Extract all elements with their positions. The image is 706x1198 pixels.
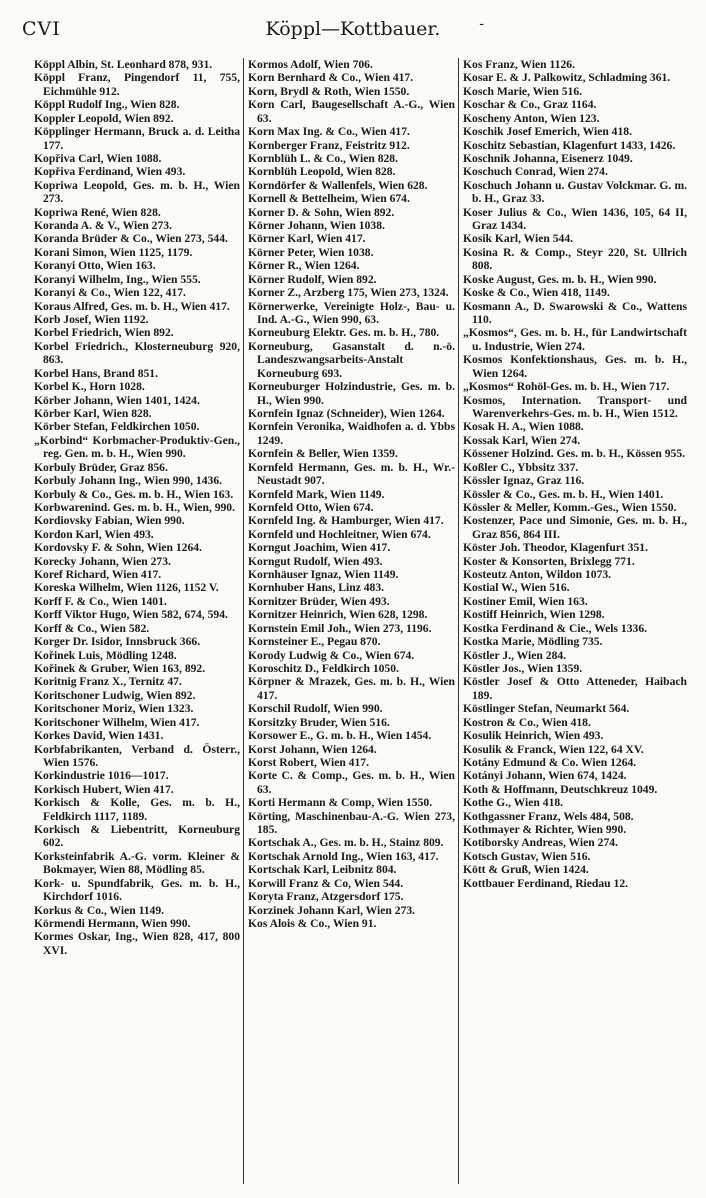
directory-entry: Kossak Karl, Wien 274. [463, 433, 581, 447]
directory-entry: Koscheny Anton, Wien 123. [463, 111, 600, 125]
directory-entry: Köstler Josef & Otto Atteneder, Haibach 189. [463, 675, 687, 702]
directory-entry: Koranda A. & V., Wien 273. [34, 219, 172, 233]
column-2 [248, 58, 455, 1184]
directory-entry: Koreska Wilhelm, Wien 1126, 1152 V. [34, 581, 219, 595]
directory-entry: Kössener Holzind. Ges. m. b. H., Kössen 955. [463, 447, 686, 461]
directory-entry: Körner Johann, Wien 1038. [248, 219, 385, 233]
directory-entry: Korger Dr. Isidor, Innsbruck 366. [34, 635, 201, 649]
directory-entry: Korn Carl, Baugesellschaft A.-G., Wien 63. [248, 98, 455, 125]
directory-entry: Korndörfer & Wallenfels, Wien 628. [248, 178, 428, 192]
directory-entry: Korneuburger Holzindustrie, Ges. m. b. H., Wien 990. [248, 380, 455, 407]
directory-entry: Koschar & Co., Graz 1164. [463, 98, 597, 112]
directory-entry: Korff Viktor Hugo, Wien 582, 674, 594. [34, 608, 228, 622]
directory-entry: Köster Joh. Theodor, Klagenfurt 351. [463, 541, 648, 555]
columns-area [34, 58, 696, 1188]
directory-entry: Korte C. & Comp., Ges. m. b. H., Wien 63. [248, 769, 455, 796]
header-mark: - [479, 16, 484, 32]
directory-entry: Koschuch Conrad, Wien 274. [463, 165, 608, 179]
directory-entry: Körpner & Mrazek, Ges. m. b. H., Wien 417. [248, 675, 455, 702]
directory-entry: Koppler Leopold, Wien 892. [34, 111, 174, 125]
directory-entry: Kornhuber Hans, Linz 483. [248, 581, 385, 595]
directory-entry: Korschil Rudolf, Wien 990. [248, 702, 383, 716]
directory-entry: Köppl Franz, Pingendorf 11, 755, Eichmühle 912. [34, 71, 240, 98]
directory-entry: Kostiff Heinrich, Wien 1298. [463, 608, 605, 622]
directory-entry: Körber Johann, Wien 1401, 1424. [34, 393, 200, 407]
directory-entry: Korkus & Co., Wien 1149. [34, 903, 165, 917]
directory-entry: Köpplinger Hermann, Bruck a. d. Leitha 177. [34, 125, 240, 152]
directory-entry: Körner R., Wien 1264. [248, 259, 360, 273]
directory-entry: Kössler & Meller, Komm.-Ges., Wien 1550. [463, 500, 677, 514]
directory-entry: Kornfeld Hermann, Ges. m. b. H., Wr.-Neustadt 907. [248, 460, 455, 488]
directory-entry: Kotsch Gustav, Wien 516. [463, 849, 591, 863]
directory-entry: Korody Ludwig & Co., Wien 674. [248, 648, 415, 662]
directory-entry: Korecky Johann, Wien 273. [34, 554, 171, 568]
column-1 [34, 58, 240, 1184]
directory-entry: Körner Peter, Wien 1038. [248, 245, 374, 259]
directory-entry: Kopřiva Ferdinand, Wien 493. [34, 165, 186, 179]
directory-entry: Korani Simon, Wien 1125, 1179. [34, 245, 193, 259]
directory-entry: Kössler & Co., Ges. m. b. H., Wien 1401. [463, 487, 664, 501]
directory-entry: Kornfein Ignaz (Schneider), Wien 1264. [248, 406, 445, 420]
directory-entry: Kordiovsky Fabian, Wien 990. [34, 514, 185, 528]
directory-entry: Köstler J., Wien 284. [463, 648, 567, 662]
directory-entry: Korbuly & Co., Ges. m. b. H., Wien 163. [34, 487, 234, 501]
directory-entry: Kotány Edmund & Co. Wien 1264. [463, 755, 637, 769]
directory-entry: Kortschak A., Ges. m. b. H., Stainz 809. [248, 836, 444, 850]
directory-entry: Kornfein Veronika, Waidhofen a. d. Ybbs 1249. [248, 420, 455, 447]
directory-entry: Korbuly Brüder, Graz 856. [34, 460, 168, 474]
directory-entry: Körber Stefan, Feldkirchen 1050. [34, 420, 200, 434]
directory-entry: Koritnig Franz X., Ternitz 47. [34, 675, 182, 689]
directory-entry: Kordon Karl, Wien 493. [34, 527, 154, 541]
directory-entry: Koranyi & Co., Wien 122, 417. [34, 286, 186, 300]
directory-entry: Kordovsky F. & Sohn, Wien 1264. [34, 541, 202, 555]
directory-entry: Körber Karl, Wien 828. [34, 406, 152, 420]
directory-entry: Kosmann A., D. Swarowski & Co., Wattens 110. [463, 299, 687, 327]
directory-entry: Kopriwa Leopold, Ges. m. b. H., Wien 273. [34, 178, 240, 206]
directory-entry: Kornstein Emil Joh., Wien 273, 1196. [248, 621, 432, 635]
directory-entry: Koschnik Johanna, Eisenerz 1049. [463, 151, 633, 165]
directory-entry: Korbel Friedrich, Wien 892. [34, 326, 174, 340]
directory-entry: Korbel K., Horn 1028. [34, 380, 145, 394]
directory-entry: Kostial W., Wien 516. [463, 581, 570, 595]
directory-entry: Kork- u. Spundfabrik, Ges. m. b. H., Kirchdorf 1016. [34, 876, 240, 904]
directory-entry: Kornsteiner E., Pegau 870. [248, 635, 381, 649]
directory-entry: Kosteutz Anton, Wildon 1073. [463, 568, 612, 582]
directory-entry: Korbel Friedrich., Klosterneuburg 920, 863. [34, 339, 240, 367]
directory-entry: Kött & Gruß, Wien 1424. [463, 863, 589, 877]
directory-entry: Korsitzky Bruder, Wien 516. [248, 715, 390, 729]
directory-entry: Kornfeld und Hochleitner, Wien 674. [248, 527, 431, 541]
directory-entry: Korngut Joachim, Wien 417. [248, 541, 391, 555]
directory-entry: Koranyi Otto, Wien 163. [34, 259, 156, 273]
directory-entry: Köppl Albin, St. Leonhard 878, 931. [34, 58, 213, 71]
directory-entry: Kornblüh Leopold, Wien 828. [248, 165, 396, 179]
directory-entry: Kosulik & Franck, Wien 122, 64 XV. [463, 742, 644, 756]
directory-entry: Koritschoner Moriz, Wien 1323. [34, 702, 194, 716]
directory-entry: Korkisch & Kolle, Ges. m. b. H., Feldkirch 1117, 1189. [34, 796, 240, 823]
directory-entry: Korff & Co., Wien 582. [34, 621, 150, 635]
directory-entry: Koschik Josef Emerich, Wien 418. [463, 125, 632, 139]
column-3 [463, 58, 687, 1184]
directory-entry: Kosulik Heinrich, Wien 493. [463, 729, 604, 743]
directory-entry: Koschuch Johann u. Gustav Volckmar. G. m. b. H., Graz 33. [463, 178, 687, 206]
directory-entry: Korst Robert, Wien 417. [248, 755, 369, 769]
directory-entry: Korff F. & Co., Wien 1401. [34, 594, 167, 608]
directory-entry: Kottbauer Ferdinand, Riedau 12. [463, 876, 629, 890]
directory-entry: Köstler Jos., Wien 1359. [463, 661, 583, 675]
directory-entry: Kosch Marie, Wien 516. [463, 84, 583, 98]
directory-entry: Körting, Maschinenbau-A.-G. Wien 273, 185. [248, 809, 455, 837]
directory-entry: Korn Max Ing. & Co., Wien 417. [248, 125, 410, 139]
directory-entry: Korner D. & Sohn, Wien 892. [248, 205, 395, 219]
directory-entry: Köstlinger Stefan, Neumarkt 564. [463, 702, 630, 716]
directory-entry: Kořinek Luis, Mödling 1248. [34, 648, 177, 662]
directory-entry: Kosmos Konfektionshaus, Ges. m. b. H., Wien 1264. [463, 353, 687, 380]
directory-entry: Kosar E. & J. Palkowitz, Schladming 361. [463, 71, 671, 85]
directory-entry: Kosina R. & Comp., Steyr 220, St. Ullrich 808. [463, 245, 687, 273]
directory-entry: Kornitzer Heinrich, Wien 628, 1298. [248, 608, 428, 622]
directory-entry: Koranda Brüder & Co., Wien 273, 544. [34, 232, 228, 246]
directory-entry: Koth & Hoffmann, Deutschkreuz 1049. [463, 782, 658, 796]
directory-entry: Kostka Marie, Mödling 735. [463, 635, 603, 649]
directory-entry: Kornfeld Ing. & Hamburger, Wien 417. [248, 514, 444, 528]
directory-entry: Koranyi Wilhelm, Ing., Wien 555. [34, 272, 201, 286]
directory-entry: Körmendi Hermann, Wien 990. [34, 917, 191, 930]
directory-entry: Koster & Konsorten, Brixlegg 771. [463, 554, 635, 568]
directory-entry: Kosik Karl, Wien 544. [463, 232, 574, 246]
directory-entry: Korsower E., G. m. b. H., Wien 1454. [248, 729, 432, 743]
directory-entry: „Kosmos“, Ges. m. b. H., für Landwirtschaft u. Industrie, Wien 274. [463, 326, 687, 353]
directory-entry: Koser Julius & Co., Wien 1436, 105, 64 II, Graz 1434. [463, 205, 687, 233]
directory-entry: Kosak H. A., Wien 1088. [463, 420, 584, 434]
directory-entry: Koryta Franz, Atzgersdorf 175. [248, 890, 404, 904]
directory-entry: Kostka Ferdinand & Cie., Wels 1336. [463, 621, 648, 635]
directory-entry: Körnerwerke, Vereinigte Holz-, Bau- u. Ind. A.-G., Wien 990, 63. [248, 299, 455, 327]
directory-entry: „Korbind“ Korbmacher-Produktiv-Gen., reg. Gen. m. b. H., Wien 990. [34, 433, 240, 461]
directory-entry: Korb Josef, Wien 1192. [34, 313, 149, 327]
directory-entry: Korksteinfabrik A.-G. vorm. Kleiner & Bokmayer, Wien 88, Mödling 85. [34, 849, 240, 877]
directory-entry: Kothgassner Franz, Wels 484, 508. [463, 809, 634, 823]
directory-entry: Korti Hermann & Comp, Wien 1550. [248, 796, 433, 810]
directory-entry: Korbel Hans, Brand 851. [34, 366, 159, 380]
directory-entry: Kos Alois & Co., Wien 91. [248, 917, 377, 930]
page-title: Köppl—Kottbauer. [265, 18, 441, 40]
directory-entry: Koßler C., Ybbsitz 337. [463, 460, 579, 474]
directory-entry: Kos Franz, Wien 1126. [463, 58, 575, 71]
directory-entry: Kormos Adolf, Wien 706. [248, 58, 373, 71]
directory-entry: Koritschoner Ludwig, Wien 892. [34, 688, 196, 702]
directory-entry: Korst Johann, Wien 1264. [248, 742, 377, 756]
directory-entry: Kothe G., Wien 418. [463, 796, 564, 810]
directory-entry: Koske August, Ges. m. b. H., Wien 990. [463, 272, 657, 286]
directory-entry: Kornblüh L. & Co., Wien 828. [248, 151, 398, 165]
directory-entry: Koritschoner Wilhelm, Wien 417. [34, 715, 200, 729]
directory-entry: Köppl Rudolf Ing., Wien 828. [34, 98, 180, 112]
directory-entry: Kormes Oskar, Ing., Wien 828, 417, 800 XVI. [34, 930, 240, 957]
directory-entry: Kornell & Bettelheim, Wien 674. [248, 192, 410, 206]
directory-entry: Koske & Co., Wien 418, 1149. [463, 286, 610, 300]
directory-entry: Kornfein & Beller, Wien 1359. [248, 447, 398, 461]
page-number: CVI [22, 18, 61, 40]
column-divider [243, 58, 244, 1184]
directory-entry: Kopřiva Carl, Wien 1088. [34, 151, 162, 165]
directory-entry: Kostiner Emil, Wien 163. [463, 594, 588, 608]
directory-entry: Korwill Franz & Co, Wien 544. [248, 876, 404, 890]
directory-entry: Kostron & Co., Wien 418. [463, 715, 591, 729]
directory-entry: Kornfeld Mark, Wien 1149. [248, 487, 385, 501]
directory-entry: Kořinek & Gruber, Wien 163, 892. [34, 661, 206, 675]
directory-entry: Korn Bernhard & Co., Wien 417. [248, 71, 414, 85]
directory-entry: Kortschak Arnold Ing., Wien 163, 417. [248, 849, 439, 863]
directory-entry: Kosmos, Internation. Transport- und Warenverkehrs-Ges. m. b. H., Wien 1512. [463, 393, 687, 420]
directory-entry: Korzinek Johann Karl, Wien 273. [248, 903, 416, 917]
directory-entry: Korbuly Johann Ing., Wien 990, 1436. [34, 474, 223, 488]
directory-entry: Kornitzer Brüder, Wien 493. [248, 594, 390, 608]
directory-entry: Kothmayer & Richter, Wien 990. [463, 823, 627, 837]
directory-entry: Kotányi Johann, Wien 674, 1424. [463, 769, 627, 783]
directory-entry: Körner Karl, Wien 417. [248, 232, 366, 246]
directory-entry: Kotiborsky Andreas, Wien 274. [463, 836, 618, 850]
directory-entry: Koschitz Sebastian, Klagenfurt 1433, 1426. [463, 138, 676, 152]
directory-entry: Kopriwa René, Wien 828. [34, 205, 161, 219]
directory-entry: Korner Z., Arzberg 175, Wien 273, 1324. [248, 286, 449, 300]
directory-entry: Korbwarenind. Ges. m. b. H., Wien, 990. [34, 500, 235, 514]
directory-entry: Korngut Rudolf, Wien 493. [248, 554, 383, 568]
page-header [22, 14, 684, 46]
directory-entry: Koroschitz D., Feldkirch 1050. [248, 661, 399, 675]
directory-entry: Korkisch & Liebentritt, Korneuburg 602. [34, 823, 240, 850]
directory-entry: Körner Rudolf, Wien 892. [248, 272, 377, 286]
directory-entry: Kornhäuser Ignaz, Wien 1149. [248, 568, 399, 582]
directory-entry: Korkisch Hubert, Wien 417. [34, 782, 174, 796]
directory-entry: Korbfabrikanten, Verband d. Österr., Wien 1576. [34, 742, 240, 769]
directory-entry: Korn, Brydl & Roth, Wien 1550. [248, 84, 410, 98]
directory-entry: „Kosmos“ Rohöl-Ges. m. b. H., Wien 717. [463, 380, 670, 394]
directory-entry: Korneuburg Elektr. Ges. m. b. H., 780. [248, 326, 440, 340]
directory-entry: Kornberger Franz, Feistritz 912. [248, 138, 410, 152]
directory-entry: Kortschak Karl, Leibnitz 804. [248, 863, 397, 877]
directory-entry: Koref Richard, Wien 417. [34, 568, 162, 582]
column-divider [458, 58, 459, 1184]
directory-entry: Koraus Alfred, Ges. m. b. H., Wien 417. [34, 299, 230, 313]
directory-entry: Korneuburg, Gasanstalt d. n.-ö. Landeszwangsarbeits-Anstalt Korneuburg 693. [248, 339, 455, 380]
directory-entry: Kössler Ignaz, Graz 116. [463, 474, 585, 488]
directory-entry: Korkes David, Wien 1431. [34, 729, 164, 743]
directory-entry: Korkindustrie 1016—1017. [34, 769, 169, 783]
directory-entry: Kornfeld Otto, Wien 674. [248, 500, 374, 514]
directory-entry: Kostenzer, Pace und Simonie, Ges. m. b. H., Graz 856, 864 III. [463, 514, 687, 541]
